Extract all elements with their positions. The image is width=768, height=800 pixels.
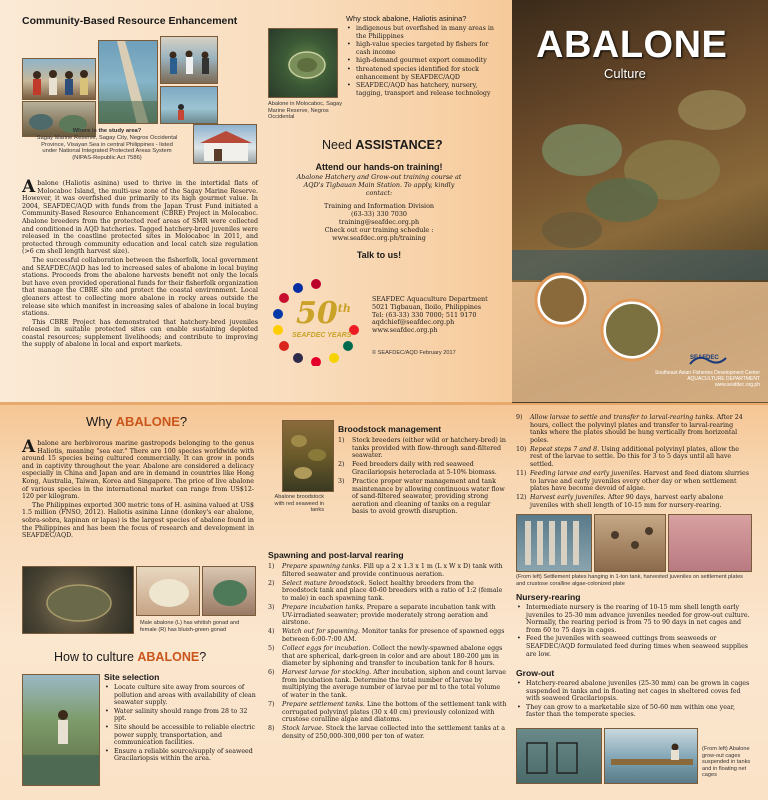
cover-org: Southeast Asian Fisheries Development Center AQUACULTURE DEPARTMENT www.seafdec.org.ph <box>654 370 760 388</box>
why-stock-item: • SEAFDEC/AQD has hatchery, nursery, tagging, transport and release technology <box>346 82 504 97</box>
training-contact: Training and Information Division (63-33) 330 7030 training@seafdec.org.ph Check out our training schedule : www.seafdec.org.ph/training <box>284 203 474 242</box>
site-selection-block <box>104 672 256 764</box>
photo-growout-tank-cages <box>516 728 602 784</box>
broodstock-title: Broodstock management <box>338 424 442 434</box>
spawning-block <box>268 550 508 742</box>
spawning-step: 4) Watch out for spawning. Monitor tanks for presence of spawned eggs between 6:00-7:00 AM. <box>268 628 505 643</box>
photo-coralline-plate <box>668 514 752 572</box>
address-block: SEAFDEC Aquaculture Department 5021 Tigbauan, Iloilo, Philippines Tel: (63-33) 330 7000; 511 9170 aqdchief@seafdec.org.ph www.seafdec.org.ph <box>372 296 512 335</box>
nursery-title: Nursery-rearing <box>516 592 581 602</box>
photo-release-site <box>160 86 218 124</box>
copyright: © SEAFDEC/AQD February 2017 <box>372 350 456 356</box>
why-stock-block <box>346 14 504 98</box>
growout-item: • They can grow to a marketable size of 50-60 mm within one year, faster than the temperate species. <box>516 704 752 719</box>
how-to-title: How to culture ABALONE? <box>54 650 207 664</box>
community-paragraph-3: This CBRE Project has demonstrated that hatchery-bred juveniles released in suitable protected sites can enable sustaining depleted coastal resources; supplement livelihoods; and contribute to improving the supply of abalone in local and export markets. <box>22 318 258 349</box>
training-block <box>284 162 474 260</box>
why-abalone-body <box>22 437 254 540</box>
community-paragraph-1: Abalone (Haliotis asinina) used to thrive in the intertidal flats of Molocaboc Island, the multi-use zone of the Sagay Marine Reserve. However, it was overfished due primarily to its high gourmet value. In 2004, SEAFDEC/AQD with funds from the Japan Trust Fund initiated a Community-Based Resource Enhancement (CBRE) Project in Molocaboc. Abalone breeders from the protected reef areas of SMR were collected and conditioned in AQD hatcheries. Tagged hatchery-bred juveniles were released in the coastline protected sites in Molocaboc in 2011, and protected through community education and local catch size regulation (>6 cm shell length harvest size). <box>22 177 258 256</box>
site-selection-title: Site selection <box>104 672 160 682</box>
rearing-step: 12) Harvest early juveniles. After 90 days, harvest early abalone juveniles with shell length of 10-15 mm for nursery-rearing. <box>516 494 724 510</box>
photo-floating-net-cages <box>604 728 698 784</box>
photo-gonad-female <box>202 566 256 616</box>
site-selection-item: • Locate culture site away from sources of pollution and areas with availability of clean seawater supply. <box>104 684 256 707</box>
spawning-step: 3) Prepare incubation tanks. Prepare a separate incubation tank with UV-irradiated seawater; provide moderately strong aeration and airstone. <box>268 603 496 627</box>
spawning-step: 6) Harvest larvae for stocking. After incubation, siphon and count larvae from incubation tank. Determine the total number of larvae by multiplying the average number of larvae per ml to the total volume of water in the tank. <box>268 669 506 699</box>
photo-fisherfolk-group <box>22 58 96 100</box>
training-email-link[interactable]: training@seafdec.org.ph <box>338 217 420 226</box>
why-abalone-paragraph-1: Abalone are herbivorous marine gastropods belonging to the genus Haliotis, meaning "sea ear." There are 100 species worldwide with around 15 species being cultured commercially. It can grow in ponds and in captivity throughout the year. Abalone are considered a delicacy especially in China and Japan and are in demand in countries like Hong Kong, Australia, Taiwan, Korea and Singapore. The price of live abalone of various species in the international market can range from US$12-120 per kilogram. <box>22 437 254 501</box>
growout-caption: (From left) Abalone grow-out cages suspended in tanks and in floating net cages <box>702 746 751 779</box>
broodstock-step: 2) Feed breeders daily with red seaweed Gracilariopsis heteroclada at 5-10% biomass. <box>338 461 497 476</box>
site-selection-item: • Water salinity should range from 28 to 32 ppt. <box>104 708 256 723</box>
photo-broodstock-tanks <box>282 420 334 492</box>
broodstock-block <box>338 424 508 517</box>
why-abalone-paragraph-2: The Philippines exported 300 metric tons of H. asinina valued at US$ 1.5 million (FNSO, 2012). Haliotis asinina Linne (donkey's ear abalone, sobra-sobra, kapinan or lapas) is the largest species of abalone found in the Philippines and has been the focus of research and development in SEAFDEC/AQD. <box>22 501 254 540</box>
photo-causeway-aerial <box>98 40 158 124</box>
community-dropcap: A <box>22 177 36 197</box>
why-stock-item: • indigenous but overfished in many areas in the Philippines <box>346 25 504 40</box>
why-abalone-title: Why ABALONE? <box>86 414 188 429</box>
website-link[interactable]: www.seafdec.org.ph <box>372 326 438 335</box>
growout-list <box>516 680 752 719</box>
site-selection-item: • Site should be accessible to reliable electric power supply, transportation, and communication facilities. <box>104 724 256 747</box>
seafdec-logo <box>688 352 728 368</box>
molocaboc-caption: Abalone in Molocaboc, Sagay Marine Reserve, Negros Occidental <box>268 101 343 121</box>
nursery-block <box>516 592 752 659</box>
growout-item: • Hatchery-reared abalone juveniles (25-30 mm) can be grown in cages suspended in tanks and in floating net cages in sheltered coves fed with seaweed Gracilariopsis. <box>516 680 752 703</box>
broodstock-step: 1) Stock breeders (either wild or hatchery-bred) in tanks provided with flow-through sand-filtered seawater. <box>338 437 506 460</box>
cover-title: ABALONE <box>536 24 728 66</box>
why-stock-item: • high-demand gourmet export commodity <box>346 57 504 65</box>
study-area-block <box>22 128 192 162</box>
photo-buying-station <box>193 124 257 164</box>
spawning-step: 2) Select mature broodstock. Select healthy breeders from the broodstock tank and place 40-60 breeders with a ratio of 1:2 (female to male) in each spawning tank. <box>268 579 503 602</box>
talk-to-us: Talk to us! <box>356 250 402 261</box>
nursery-list <box>516 604 752 658</box>
nursery-item: • Intermediate nursery is the rearing of 10-15 mm shell length early juveniles to 25-30 mm advance juveniles needed for grow-out culture. Normally, the rearing period is from 75 to 90 days in net cages and from 60 to 75 days in cages. <box>516 604 752 634</box>
seafdec-50-logo <box>270 278 362 366</box>
rearing-step: 11) Feeding larvae and early juveniles. Harvest and feed diatom slurries to larvae and early juveniles every other day or when settlement plates have become devoid of algae. <box>516 470 750 493</box>
spawning-step: 5) Collect eggs for incubation. Collect the newly-spawned abalone eggs that are spherical, dark-green in color and are about 180-200 µm in diameter by siphoning and transfer to incubation tank for 8 hours. <box>268 644 503 668</box>
gonad-caption: Male abalone (L) has whitish gonad and female (R) has bluish-green gonad <box>140 620 240 633</box>
logo-50-text: SEAFDEC YEARS <box>292 332 352 339</box>
rearing-step: 9) Allow larvae to settle and transfer to larval-rearing tanks. After 24 hours, collect the polyvinyl plates and transfer to larval-rearing tanks where the plates should be hung vertically from horizontal poles. <box>516 414 743 444</box>
study-area-question: Where is the study area? <box>72 128 142 134</box>
training-title: Attend our hands-on training! <box>315 162 443 172</box>
broodstock-list <box>338 437 508 516</box>
photo-harvested-juveniles <box>594 514 666 572</box>
rearing-list <box>516 414 752 510</box>
rearing-step: 10) Repeat steps 7 and 8. Using additional polyvinyl plates, allow the rest of the larvae to settle. Do this for 3 to 5 days until all have settled. <box>516 445 739 469</box>
study-area-answer: Sagay Marine Reserve, Sagay City, Negros Occidental Province, Visayan Sea in central Philippines - listed under National Integrated Protected Areas System (NIPAS-Republic Act 7586) <box>36 134 178 162</box>
training-schedule-link[interactable]: www.seafdec.org.ph/training <box>332 233 426 242</box>
broodstock-caption: Abalone broodstock with red seaweed in tanks <box>274 494 324 514</box>
growout-title: Grow-out <box>516 668 555 678</box>
growout-block <box>516 668 752 720</box>
why-stock-item: • high-value species targeted by fishers for cash income <box>346 41 504 56</box>
seafdec-logo-text: SEAFDEC <box>690 355 719 361</box>
settlement-caption: (From left) Settlement plates hanging in 1-ton tank, harvested juveniles on settlement plates and crustose coralline algae-colonized plate <box>516 574 743 587</box>
photo-abalone-molocaboc <box>268 28 338 98</box>
photo-abalone-underwater <box>22 566 134 634</box>
community-title: Community-Based Resource Enhancement <box>22 15 238 27</box>
spawning-step: 7) Prepare settlement tanks. Line the bottom of the settlement tank with corrugated polyvinyl plates (30 x 40 cm) previously colonized with crustose coralline algae and diatoms. <box>268 701 507 724</box>
spawning-step: 1) Prepare spawning tanks. Fill up a 2 x 1.3 x 1 m (L x W x D) tank with filtered seawater and provide continuous aeration. <box>268 563 503 578</box>
assistance-title: Need ASSISTANCE? <box>322 138 443 152</box>
rearing-block <box>516 414 752 511</box>
broodstock-step: 3) Practice proper water management and tank maintenance by allowing continuous water flow of sand-filtered seawater, providing strong aeration and cleaning of tanks on a regular basis to avoid growth disruption. <box>338 477 505 516</box>
spawning-title: Spawning and post-larval rearing <box>268 550 404 560</box>
why-stock-item: • threatened species identified for stock enhancement by SEAFDEC/AQD <box>346 66 504 81</box>
why-stock-list <box>346 25 504 97</box>
why-stock-title: Why stock abalone, Haliotis asinina? <box>346 14 467 23</box>
email-link[interactable]: aqdchief@seafdec.org.ph <box>372 318 455 327</box>
photo-gonad-male <box>136 566 200 616</box>
site-selection-list <box>104 684 256 763</box>
community-body <box>22 177 258 349</box>
photo-culture-site <box>22 674 100 786</box>
community-paragraph-2: The successful collaboration between the fisherfolk, local government and SEAFDEC/AQD has led to increased sales of abalone in local buying stations. Proceeds from the abalone harvests benefit not only the locals but have even provided operational funds for their fisherfolk organization that manage the CBRE site and protect the coastal environment. Local gleaners attest to collecting more abalone in rocky areas outside the release site which manifest in increasing sales of abalone in local buying stations. <box>22 256 258 318</box>
spawning-step: 8) Stock larvae. Stock the larvae collected into the settlement tanks at a density of 250,000-300,000 per ton of water. <box>268 725 505 740</box>
site-selection-item: • Ensure a reliable source/supply of seaweed Gracilariopsis within the area. <box>104 748 256 763</box>
logo-50-number: 50th <box>296 296 351 331</box>
training-subtitle: Abalone Hatchery and Grow-out training course at AQD's Tigbauan Main Station. To apply, kindly contact: <box>296 173 462 197</box>
spawning-list <box>268 563 508 741</box>
photo-people-reef <box>160 36 218 84</box>
photo-settlement-plates <box>516 514 592 572</box>
nursery-item: • Feed the juveniles with seaweed cuttings from seaweeds or SEAFDEC/AQD formulated feed during times when seaweed supplies are low. <box>516 635 752 658</box>
cover-subtitle: Culture <box>604 66 646 81</box>
